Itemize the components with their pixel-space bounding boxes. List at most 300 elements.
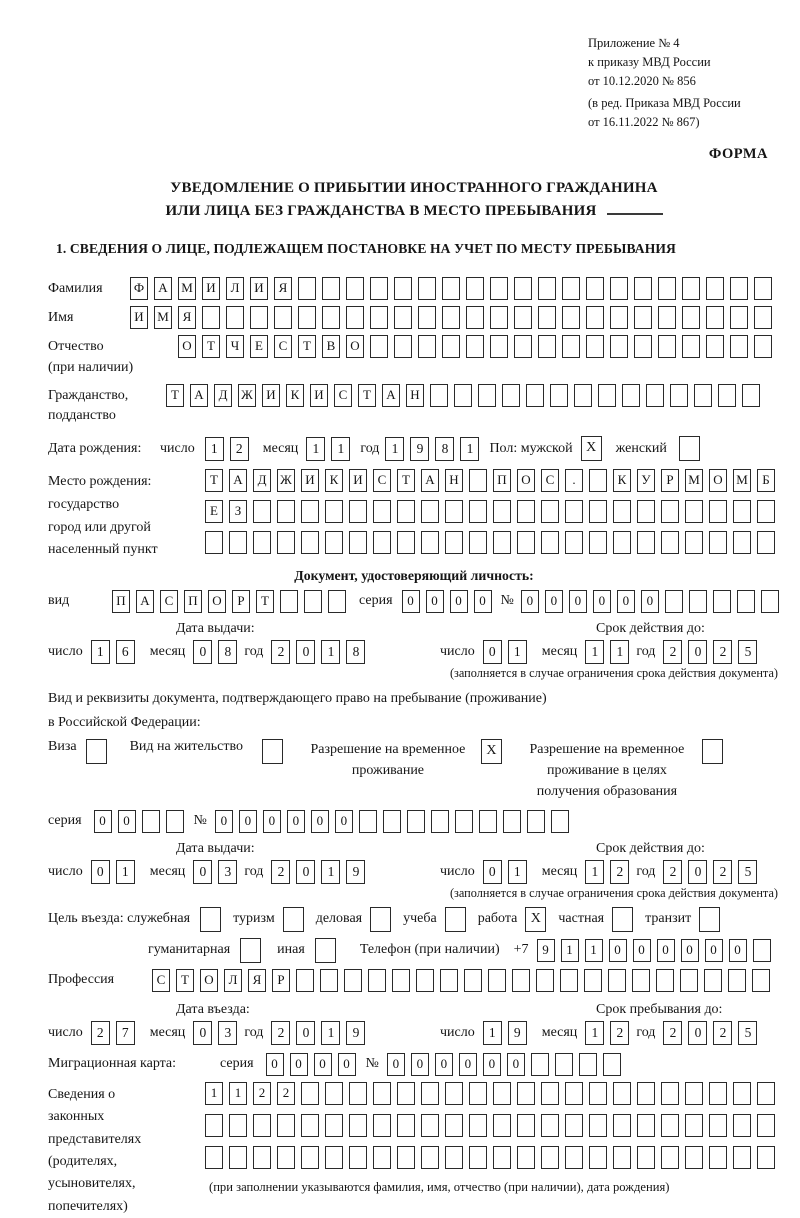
char-cell[interactable]: И: [262, 384, 280, 407]
char-cell[interactable]: Я: [274, 277, 292, 300]
char-cell[interactable]: 0: [411, 1053, 429, 1076]
char-cell[interactable]: О: [200, 969, 218, 992]
char-cell[interactable]: 0: [335, 810, 353, 833]
char-cell[interactable]: Т: [176, 969, 194, 992]
char-cell[interactable]: О: [517, 469, 535, 492]
char-cell[interactable]: [490, 306, 508, 329]
char-cell[interactable]: [565, 531, 583, 554]
rvp-checkbox[interactable]: X: [481, 739, 502, 764]
char-cell[interactable]: [301, 1146, 319, 1169]
char-cell[interactable]: 1: [561, 939, 579, 962]
char-cell[interactable]: [301, 500, 319, 523]
purpose-business-checkbox[interactable]: [370, 907, 391, 932]
char-cell[interactable]: О: [178, 335, 196, 358]
char-cell[interactable]: [421, 531, 439, 554]
char-cell[interactable]: [440, 969, 458, 992]
char-cell[interactable]: Т: [202, 335, 220, 358]
char-cell[interactable]: [349, 1146, 367, 1169]
char-cell[interactable]: А: [229, 469, 247, 492]
purpose-humanitarian-checkbox[interactable]: [240, 938, 261, 963]
char-cell[interactable]: 5: [738, 640, 757, 664]
char-cell[interactable]: [752, 969, 770, 992]
char-cell[interactable]: [682, 277, 700, 300]
title-blank-underline[interactable]: [607, 203, 663, 215]
char-cell[interactable]: [610, 335, 628, 358]
char-cell[interactable]: [397, 1146, 415, 1169]
char-cell[interactable]: [761, 590, 779, 613]
char-cell[interactable]: С: [334, 384, 352, 407]
char-cell[interactable]: 2: [271, 1021, 290, 1045]
char-cell[interactable]: 1: [585, 860, 604, 884]
char-cell[interactable]: [253, 500, 271, 523]
representatives-row-1[interactable]: [205, 1082, 775, 1105]
char-cell[interactable]: [454, 384, 472, 407]
char-cell[interactable]: 2: [713, 860, 732, 884]
char-cell[interactable]: [416, 969, 434, 992]
char-cell[interactable]: 0: [118, 810, 136, 833]
char-cell[interactable]: [541, 1146, 559, 1169]
birth-place-row-3[interactable]: [205, 531, 775, 554]
char-cell[interactable]: [610, 277, 628, 300]
char-cell[interactable]: С: [152, 969, 170, 992]
residence-expiry-year[interactable]: [663, 860, 757, 884]
char-cell[interactable]: [514, 335, 532, 358]
char-cell[interactable]: [603, 1053, 621, 1076]
stay-year[interactable]: [663, 1021, 757, 1045]
char-cell[interactable]: [742, 384, 760, 407]
char-cell[interactable]: [589, 1114, 607, 1137]
char-cell[interactable]: [514, 306, 532, 329]
char-cell[interactable]: 2: [277, 1082, 295, 1105]
char-cell[interactable]: [205, 1114, 223, 1137]
char-cell[interactable]: Т: [397, 469, 415, 492]
char-cell[interactable]: 0: [426, 590, 444, 613]
char-cell[interactable]: 0: [193, 1021, 212, 1045]
char-cell[interactable]: 1: [321, 1021, 340, 1045]
char-cell[interactable]: [613, 531, 631, 554]
char-cell[interactable]: 0: [483, 1053, 501, 1076]
char-cell[interactable]: 2: [271, 640, 290, 664]
char-cell[interactable]: [682, 306, 700, 329]
residence-issue-year[interactable]: [271, 860, 365, 884]
char-cell[interactable]: 9: [346, 1021, 365, 1045]
char-cell[interactable]: [359, 810, 377, 833]
char-cell[interactable]: Р: [272, 969, 290, 992]
char-cell[interactable]: [277, 1114, 295, 1137]
char-cell[interactable]: [754, 335, 772, 358]
char-cell[interactable]: 1: [610, 640, 629, 664]
char-cell[interactable]: [349, 1082, 367, 1105]
char-cell[interactable]: [229, 531, 247, 554]
char-cell[interactable]: [555, 1053, 573, 1076]
char-cell[interactable]: [368, 969, 386, 992]
char-cell[interactable]: 1: [483, 1021, 502, 1045]
char-cell[interactable]: [661, 531, 679, 554]
char-cell[interactable]: [418, 306, 436, 329]
birth-place-row-2[interactable]: [205, 500, 775, 523]
char-cell[interactable]: [634, 306, 652, 329]
char-cell[interactable]: [517, 531, 535, 554]
char-cell[interactable]: 2: [253, 1082, 271, 1105]
char-cell[interactable]: И: [202, 277, 220, 300]
char-cell[interactable]: [661, 500, 679, 523]
char-cell[interactable]: [394, 335, 412, 358]
char-cell[interactable]: [541, 531, 559, 554]
doc-issue-month[interactable]: [193, 640, 237, 664]
char-cell[interactable]: 1: [321, 640, 340, 664]
char-cell[interactable]: 0: [266, 1053, 284, 1076]
char-cell[interactable]: [322, 306, 340, 329]
char-cell[interactable]: [466, 306, 484, 329]
char-cell[interactable]: [469, 1082, 487, 1105]
char-cell[interactable]: [253, 1146, 271, 1169]
char-cell[interactable]: Ж: [277, 469, 295, 492]
char-cell[interactable]: И: [301, 469, 319, 492]
char-cell[interactable]: 0: [311, 810, 329, 833]
char-cell[interactable]: 0: [450, 590, 468, 613]
char-cell[interactable]: [301, 1114, 319, 1137]
char-cell[interactable]: 1: [321, 860, 340, 884]
char-cell[interactable]: [733, 500, 751, 523]
char-cell[interactable]: [445, 531, 463, 554]
char-cell[interactable]: [586, 335, 604, 358]
char-cell[interactable]: [322, 277, 340, 300]
char-cell[interactable]: [551, 810, 569, 833]
char-cell[interactable]: [466, 277, 484, 300]
char-cell[interactable]: [709, 1114, 727, 1137]
char-cell[interactable]: [421, 1114, 439, 1137]
char-cell[interactable]: 0: [507, 1053, 525, 1076]
char-cell[interactable]: 2: [230, 437, 249, 461]
char-cell[interactable]: [670, 384, 688, 407]
char-cell[interactable]: И: [250, 277, 268, 300]
char-cell[interactable]: [682, 335, 700, 358]
char-cell[interactable]: Л: [226, 277, 244, 300]
citizenship-input[interactable]: [166, 384, 760, 407]
char-cell[interactable]: [344, 969, 362, 992]
char-cell[interactable]: И: [349, 469, 367, 492]
char-cell[interactable]: Н: [406, 384, 424, 407]
char-cell[interactable]: 0: [193, 860, 212, 884]
char-cell[interactable]: [527, 810, 545, 833]
char-cell[interactable]: [442, 335, 460, 358]
char-cell[interactable]: [658, 306, 676, 329]
char-cell[interactable]: [469, 1114, 487, 1137]
char-cell[interactable]: [586, 277, 604, 300]
char-cell[interactable]: [418, 335, 436, 358]
birth-day-input[interactable]: [205, 437, 249, 461]
char-cell[interactable]: [280, 590, 298, 613]
char-cell[interactable]: И: [310, 384, 328, 407]
char-cell[interactable]: З: [229, 500, 247, 523]
char-cell[interactable]: Р: [232, 590, 250, 613]
char-cell[interactable]: Я: [178, 306, 196, 329]
char-cell[interactable]: [550, 384, 568, 407]
char-cell[interactable]: 0: [387, 1053, 405, 1076]
char-cell[interactable]: [574, 384, 592, 407]
char-cell[interactable]: [565, 1114, 583, 1137]
char-cell[interactable]: 0: [545, 590, 563, 613]
char-cell[interactable]: [637, 1082, 655, 1105]
char-cell[interactable]: К: [325, 469, 343, 492]
char-cell[interactable]: [637, 1114, 655, 1137]
char-cell[interactable]: [661, 1114, 679, 1137]
char-cell[interactable]: [418, 277, 436, 300]
char-cell[interactable]: [730, 306, 748, 329]
doc-number-input[interactable]: [521, 590, 779, 613]
char-cell[interactable]: [541, 500, 559, 523]
char-cell[interactable]: [637, 531, 655, 554]
char-cell[interactable]: [370, 306, 388, 329]
char-cell[interactable]: 0: [459, 1053, 477, 1076]
char-cell[interactable]: [455, 810, 473, 833]
char-cell[interactable]: 9: [346, 860, 365, 884]
char-cell[interactable]: К: [286, 384, 304, 407]
char-cell[interactable]: [274, 306, 292, 329]
char-cell[interactable]: [328, 590, 346, 613]
char-cell[interactable]: 0: [215, 810, 233, 833]
char-cell[interactable]: 7: [116, 1021, 135, 1045]
char-cell[interactable]: 2: [610, 860, 629, 884]
char-cell[interactable]: [445, 1146, 463, 1169]
char-cell[interactable]: [713, 590, 731, 613]
char-cell[interactable]: [637, 500, 655, 523]
residence-issue-month[interactable]: [193, 860, 237, 884]
char-cell[interactable]: [325, 500, 343, 523]
char-cell[interactable]: [536, 969, 554, 992]
char-cell[interactable]: 1: [205, 437, 224, 461]
char-cell[interactable]: [229, 1114, 247, 1137]
char-cell[interactable]: [229, 1146, 247, 1169]
representatives-row-3[interactable]: [205, 1146, 775, 1169]
char-cell[interactable]: О: [346, 335, 364, 358]
char-cell[interactable]: [346, 306, 364, 329]
char-cell[interactable]: Т: [205, 469, 223, 492]
char-cell[interactable]: [541, 1114, 559, 1137]
sex-male-checkbox[interactable]: X: [581, 436, 602, 461]
surname-input[interactable]: [130, 277, 772, 300]
char-cell[interactable]: П: [493, 469, 511, 492]
char-cell[interactable]: [445, 1114, 463, 1137]
char-cell[interactable]: 3: [218, 860, 237, 884]
char-cell[interactable]: [325, 1082, 343, 1105]
char-cell[interactable]: [325, 531, 343, 554]
residence-expiry-month[interactable]: [585, 860, 629, 884]
char-cell[interactable]: [397, 500, 415, 523]
char-cell[interactable]: [394, 306, 412, 329]
char-cell[interactable]: [445, 500, 463, 523]
char-cell[interactable]: [728, 969, 746, 992]
char-cell[interactable]: [298, 277, 316, 300]
char-cell[interactable]: 0: [314, 1053, 332, 1076]
char-cell[interactable]: [349, 1114, 367, 1137]
char-cell[interactable]: [394, 277, 412, 300]
char-cell[interactable]: .: [565, 469, 583, 492]
char-cell[interactable]: [304, 590, 322, 613]
char-cell[interactable]: С: [541, 469, 559, 492]
char-cell[interactable]: 8: [346, 640, 365, 664]
char-cell[interactable]: [562, 306, 580, 329]
entry-month[interactable]: [193, 1021, 237, 1045]
char-cell[interactable]: 6: [116, 640, 135, 664]
char-cell[interactable]: [685, 1082, 703, 1105]
char-cell[interactable]: [685, 531, 703, 554]
char-cell[interactable]: [421, 1082, 439, 1105]
char-cell[interactable]: Л: [224, 969, 242, 992]
char-cell[interactable]: 0: [688, 1021, 707, 1045]
char-cell[interactable]: [493, 531, 511, 554]
char-cell[interactable]: 0: [402, 590, 420, 613]
birth-month-input[interactable]: [306, 437, 350, 461]
birth-year-input[interactable]: [385, 437, 479, 461]
char-cell[interactable]: [383, 810, 401, 833]
char-cell[interactable]: 1: [116, 860, 135, 884]
entry-day[interactable]: [91, 1021, 135, 1045]
char-cell[interactable]: Д: [214, 384, 232, 407]
char-cell[interactable]: [298, 306, 316, 329]
char-cell[interactable]: [538, 306, 556, 329]
char-cell[interactable]: [733, 531, 751, 554]
char-cell[interactable]: [469, 469, 487, 492]
char-cell[interactable]: [493, 1114, 511, 1137]
char-cell[interactable]: 1: [229, 1082, 247, 1105]
char-cell[interactable]: [373, 500, 391, 523]
char-cell[interactable]: [253, 531, 271, 554]
char-cell[interactable]: [442, 277, 460, 300]
char-cell[interactable]: [632, 969, 650, 992]
char-cell[interactable]: 0: [609, 939, 627, 962]
char-cell[interactable]: 2: [663, 860, 682, 884]
char-cell[interactable]: С: [373, 469, 391, 492]
char-cell[interactable]: [349, 531, 367, 554]
char-cell[interactable]: 1: [585, 640, 604, 664]
char-cell[interactable]: [392, 969, 410, 992]
char-cell[interactable]: 0: [483, 640, 502, 664]
char-cell[interactable]: [430, 384, 448, 407]
char-cell[interactable]: 2: [663, 640, 682, 664]
char-cell[interactable]: [373, 531, 391, 554]
char-cell[interactable]: [733, 1082, 751, 1105]
char-cell[interactable]: [737, 590, 755, 613]
char-cell[interactable]: Т: [358, 384, 376, 407]
doc-issue-day[interactable]: [91, 640, 135, 664]
char-cell[interactable]: 2: [713, 640, 732, 664]
char-cell[interactable]: Я: [248, 969, 266, 992]
char-cell[interactable]: [517, 1114, 535, 1137]
char-cell[interactable]: [397, 531, 415, 554]
char-cell[interactable]: 0: [681, 939, 699, 962]
char-cell[interactable]: [562, 335, 580, 358]
char-cell[interactable]: [277, 500, 295, 523]
char-cell[interactable]: [757, 1146, 775, 1169]
char-cell[interactable]: [370, 277, 388, 300]
char-cell[interactable]: 0: [569, 590, 587, 613]
char-cell[interactable]: [253, 1114, 271, 1137]
char-cell[interactable]: 2: [610, 1021, 629, 1045]
char-cell[interactable]: 2: [713, 1021, 732, 1045]
char-cell[interactable]: А: [421, 469, 439, 492]
char-cell[interactable]: [646, 384, 664, 407]
char-cell[interactable]: П: [184, 590, 202, 613]
char-cell[interactable]: [493, 1082, 511, 1105]
purpose-tourism-checkbox[interactable]: [283, 907, 304, 932]
residence-expiry-day[interactable]: [483, 860, 527, 884]
char-cell[interactable]: 2: [663, 1021, 682, 1045]
char-cell[interactable]: [658, 335, 676, 358]
residence-permit-checkbox[interactable]: [262, 739, 283, 764]
char-cell[interactable]: 0: [688, 860, 707, 884]
char-cell[interactable]: Р: [661, 469, 679, 492]
char-cell[interactable]: 0: [705, 939, 723, 962]
char-cell[interactable]: [502, 384, 520, 407]
char-cell[interactable]: 1: [585, 1021, 604, 1045]
char-cell[interactable]: Ф: [130, 277, 148, 300]
char-cell[interactable]: [613, 1114, 631, 1137]
char-cell[interactable]: [661, 1082, 679, 1105]
char-cell[interactable]: О: [208, 590, 226, 613]
char-cell[interactable]: 0: [688, 640, 707, 664]
char-cell[interactable]: [512, 969, 530, 992]
char-cell[interactable]: [622, 384, 640, 407]
char-cell[interactable]: [517, 500, 535, 523]
char-cell[interactable]: 9: [537, 939, 555, 962]
char-cell[interactable]: [658, 277, 676, 300]
char-cell[interactable]: [589, 469, 607, 492]
char-cell[interactable]: [562, 277, 580, 300]
char-cell[interactable]: [226, 306, 244, 329]
profession-input[interactable]: [152, 969, 770, 992]
char-cell[interactable]: [589, 500, 607, 523]
purpose-work-checkbox[interactable]: X: [525, 907, 546, 932]
doc-expiry-year[interactable]: [663, 640, 757, 664]
char-cell[interactable]: [397, 1082, 415, 1105]
char-cell[interactable]: [757, 1114, 775, 1137]
char-cell[interactable]: [464, 969, 482, 992]
char-cell[interactable]: [490, 335, 508, 358]
char-cell[interactable]: 0: [94, 810, 112, 833]
char-cell[interactable]: [730, 277, 748, 300]
char-cell[interactable]: [478, 384, 496, 407]
char-cell[interactable]: С: [160, 590, 178, 613]
char-cell[interactable]: [469, 531, 487, 554]
char-cell[interactable]: [613, 1146, 631, 1169]
char-cell[interactable]: [346, 277, 364, 300]
char-cell[interactable]: [634, 335, 652, 358]
char-cell[interactable]: [704, 969, 722, 992]
char-cell[interactable]: [421, 1146, 439, 1169]
char-cell[interactable]: [584, 969, 602, 992]
char-cell[interactable]: А: [190, 384, 208, 407]
char-cell[interactable]: [754, 277, 772, 300]
char-cell[interactable]: 0: [338, 1053, 356, 1076]
purpose-other-checkbox[interactable]: [315, 938, 336, 963]
char-cell[interactable]: 0: [239, 810, 257, 833]
char-cell[interactable]: Е: [205, 500, 223, 523]
char-cell[interactable]: [757, 531, 775, 554]
phone-input[interactable]: [537, 939, 771, 962]
residence-number-input[interactable]: [215, 810, 569, 833]
char-cell[interactable]: 3: [218, 1021, 237, 1045]
char-cell[interactable]: 0: [296, 860, 315, 884]
char-cell[interactable]: 1: [205, 1082, 223, 1105]
char-cell[interactable]: [565, 1146, 583, 1169]
char-cell[interactable]: [442, 306, 460, 329]
char-cell[interactable]: [754, 306, 772, 329]
char-cell[interactable]: [541, 1082, 559, 1105]
char-cell[interactable]: [538, 277, 556, 300]
purpose-official-checkbox[interactable]: [200, 907, 221, 932]
char-cell[interactable]: Ж: [238, 384, 256, 407]
